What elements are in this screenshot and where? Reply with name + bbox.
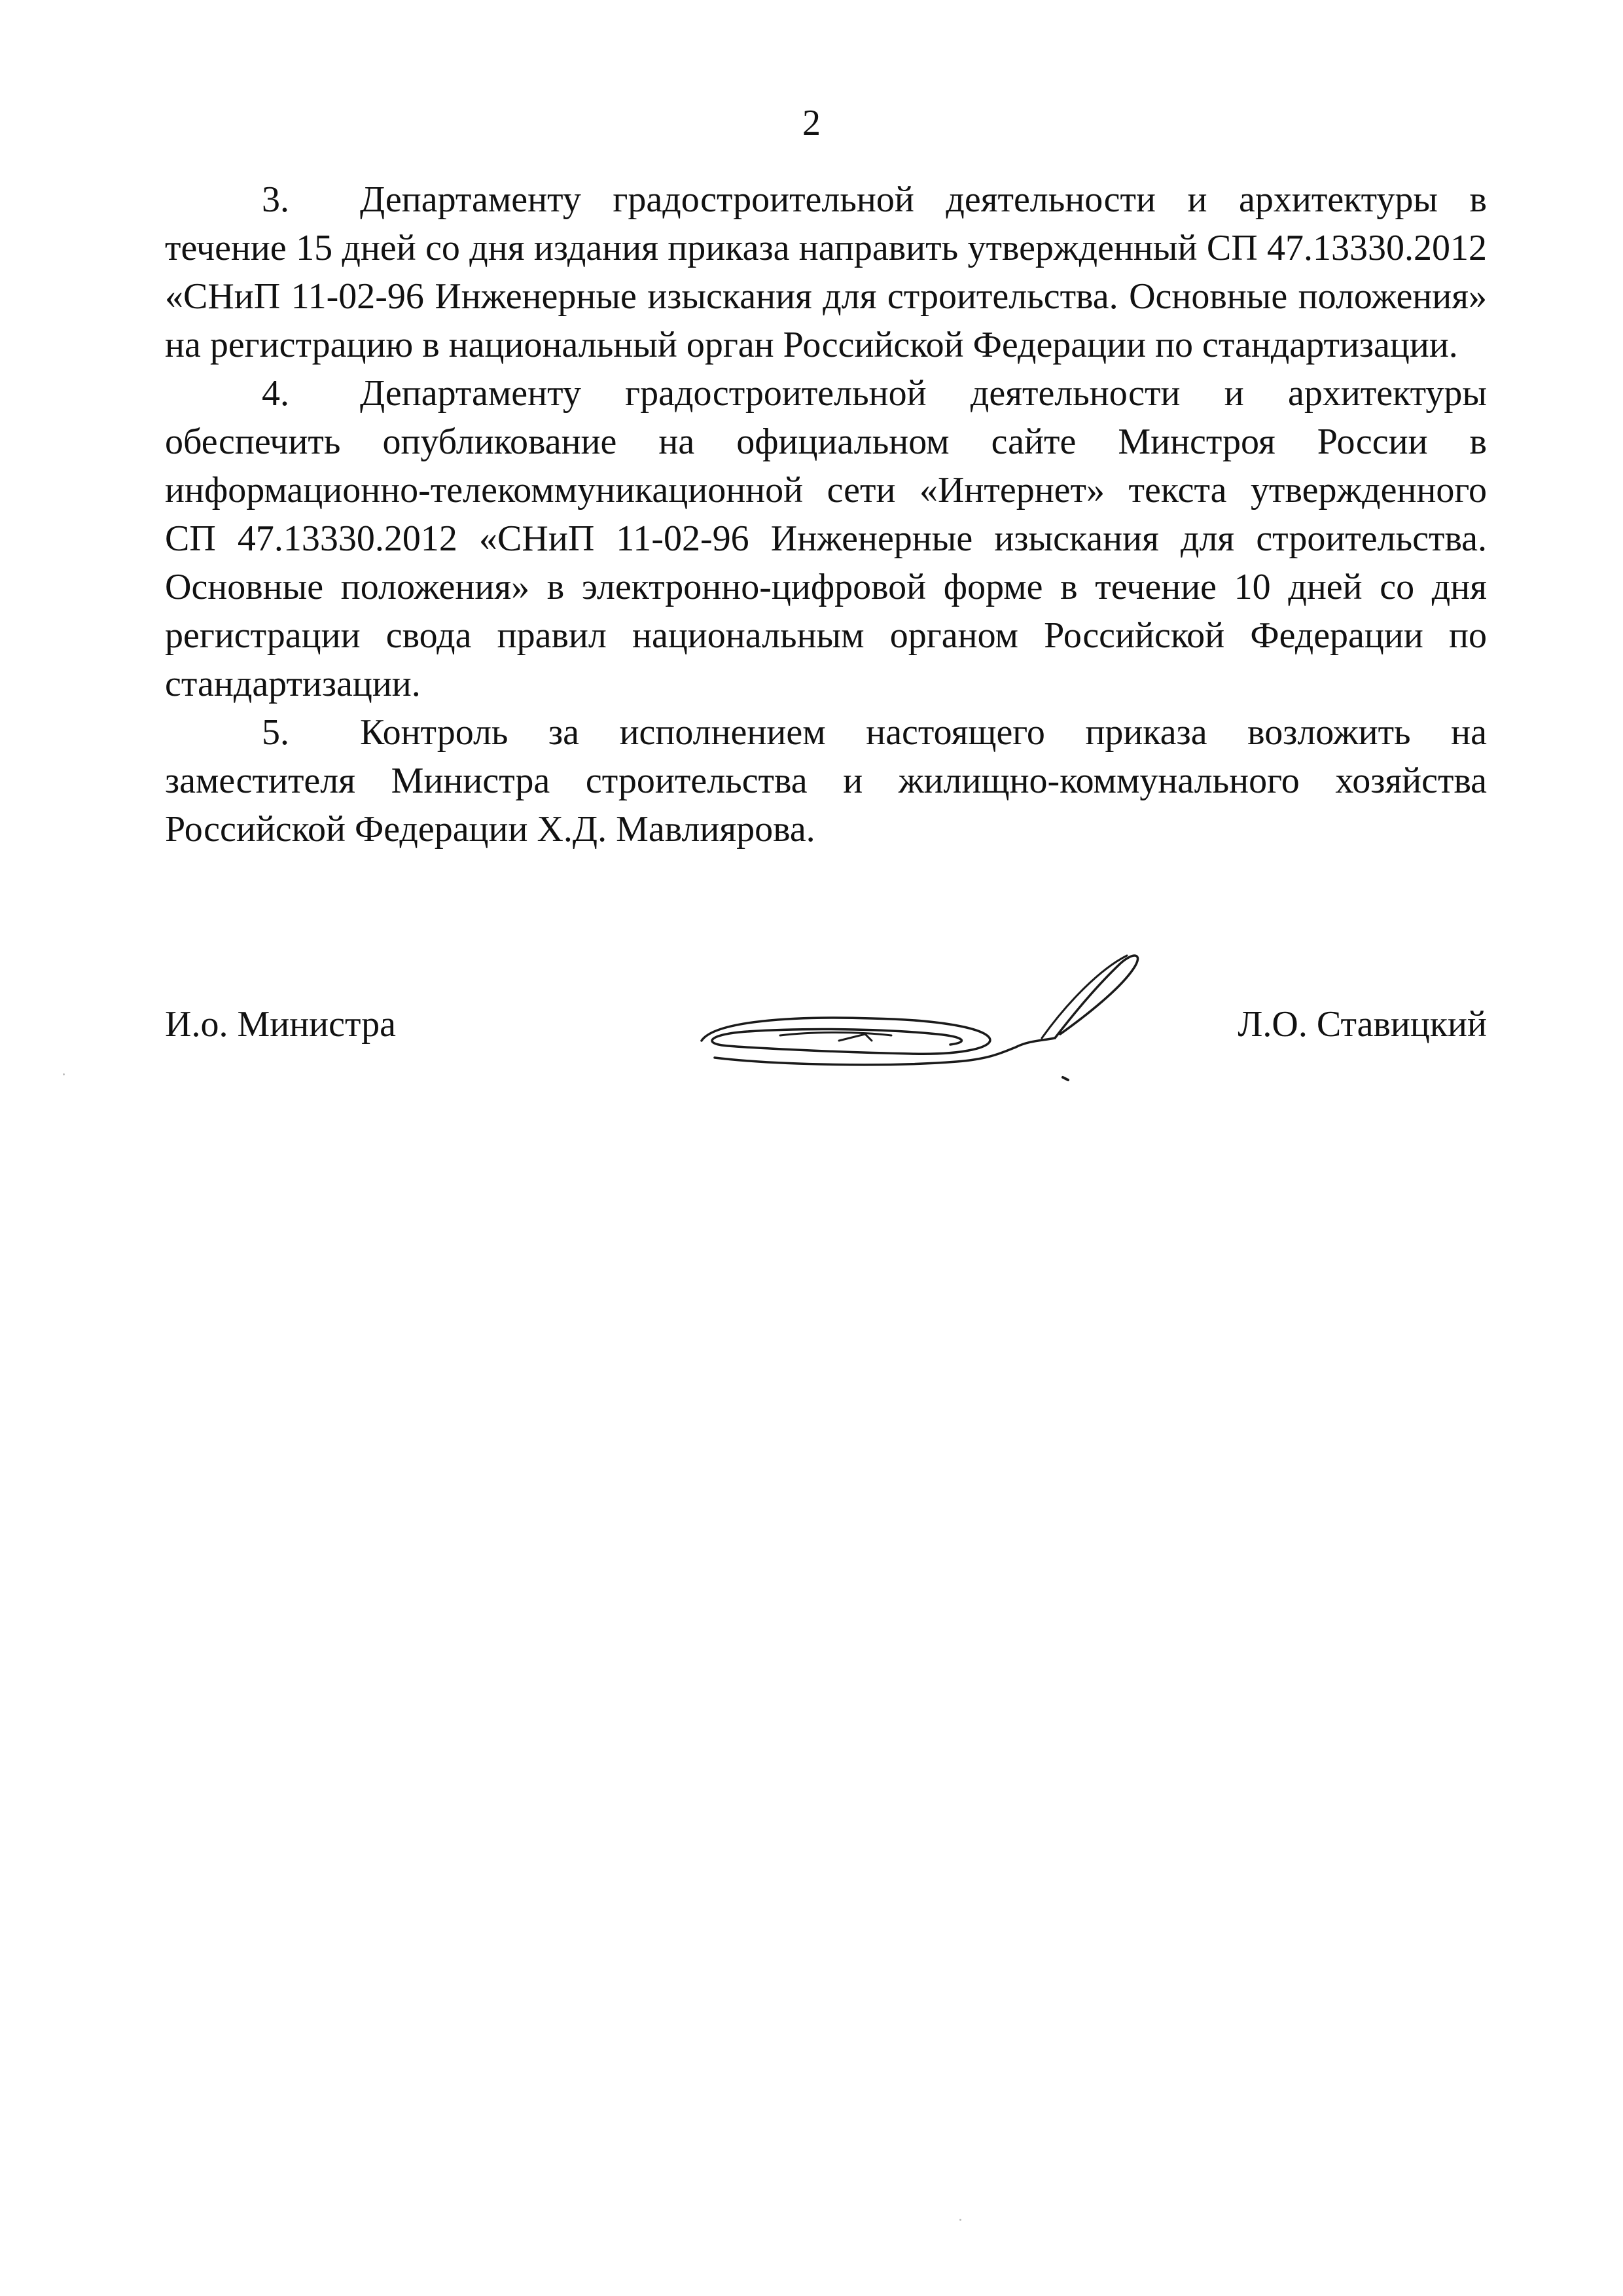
handwritten-signature — [675, 942, 1147, 1100]
paragraph-text: Контроль за исполнением настоящего приказа возложить на заместителя Министра строительства и жилищно-коммунального хозяйства Российской Федерации Х.Д. Мавлиярова. — [165, 712, 1487, 850]
document-body — [165, 175, 1487, 853]
paragraph-4 — [165, 369, 1487, 708]
signatory-title: И.о. Министра — [165, 1004, 397, 1045]
scan-artifact — [63, 1073, 65, 1075]
paragraph-text: Департаменту градостроительной деятельности и архитектуры в течение 15 дней со дня издания приказа направить утвержденный СП 47.13330.2012 «СНиП 11-02-96 Инженерные изыскания для строительства. Основные положения» на регистрацию в национальный орган Российской Федерации по стандартизации. — [165, 179, 1487, 365]
scan-artifact — [959, 2219, 961, 2221]
paragraph-number: 3. — [262, 179, 289, 220]
paragraph-3 — [165, 175, 1487, 369]
paragraph-5 — [165, 708, 1487, 853]
paragraph-text: Департаменту градостроительной деятельности и архитектуры обеспечить опубликование на официальном сайте Минстроя России в информационно-телекоммуникационной сети «Интернет» текста утвержденного СП 47.13330.2012 «СНиП 11-02-96 Инженерные изыскания для строительства. Основные положения» в электронно-цифровой форме в течение 10 дней со дня регистрации свода правил национальным органом Российской Федерации по стандартизации. — [165, 373, 1487, 704]
paragraph-number: 4. — [262, 373, 289, 414]
page-number: 2 — [802, 103, 821, 143]
paragraph-number: 5. — [262, 712, 289, 753]
signatory-name: Л.О. Ставицкий — [1238, 1004, 1487, 1045]
signature-block — [165, 982, 1487, 1126]
